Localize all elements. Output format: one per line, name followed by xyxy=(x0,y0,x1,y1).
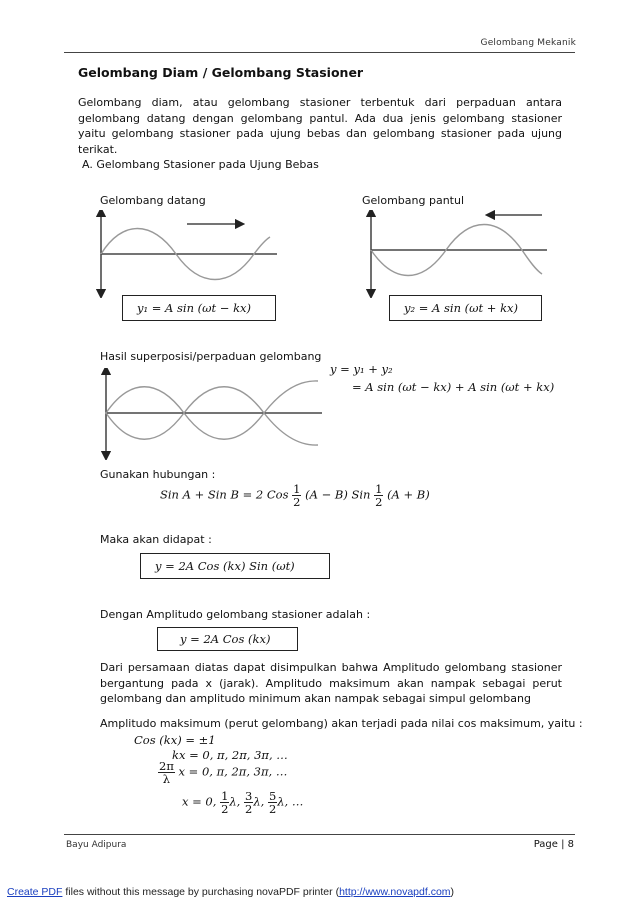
pdf-notice-text: files without this message by purchasing novaPDF printer ( xyxy=(62,886,340,898)
fraction-numerator: 1 xyxy=(221,789,229,803)
pdf-notice-close: ) xyxy=(450,886,455,898)
identity-right: (A + B) xyxy=(387,487,430,502)
fraction-half xyxy=(292,483,301,508)
y1-equation-box xyxy=(122,295,276,321)
footer-page-number: Page | 8 xyxy=(533,839,574,850)
y2-equation: y₂ = A sin (ωt + kx) xyxy=(404,301,519,315)
fraction-three-halves xyxy=(244,790,253,815)
two-pi-over-lambda xyxy=(158,760,175,785)
fraction-five-halves xyxy=(268,790,277,815)
identity-left: Sin A + Sin B = 2 Cos xyxy=(160,487,289,502)
fraction-one-half xyxy=(220,790,229,815)
sum-equation-line1: y = y₁ + y₂ xyxy=(330,362,393,376)
incoming-wave-label: Gelombang datang xyxy=(100,194,206,207)
reflected-wave-label: Gelombang pantul xyxy=(362,194,465,207)
fraction-numerator: 1 xyxy=(293,482,301,496)
amplitude-intro: Dengan Amplitudo gelombang stasioner adalah : xyxy=(100,608,371,621)
step-x-over-lambda xyxy=(158,760,287,785)
fraction-denominator: λ xyxy=(162,772,171,786)
footer-rule xyxy=(64,834,575,835)
standing-wave-diagram xyxy=(96,368,326,460)
fraction-denominator: 2 xyxy=(268,802,277,816)
novapdf-link[interactable]: http://www.novapdf.com xyxy=(339,886,451,898)
max-amplitude-intro: Amplitudo maksimum (perut gelombang) akan terjadi pada nilai cos maksimum, yaitu : xyxy=(100,717,583,730)
page-title: Gelombang Diam / Gelombang Stasioner xyxy=(78,65,364,80)
lambda-separator: λ, xyxy=(229,794,241,809)
footer-author: Bayu Adipura xyxy=(66,840,127,850)
result-equation-box xyxy=(140,553,330,579)
trig-identity xyxy=(160,483,430,508)
identity-intro: Gunakan hubungan : xyxy=(100,468,216,481)
fraction-denominator: 2 xyxy=(293,495,301,509)
fraction-denominator: 2 xyxy=(375,495,383,509)
fraction-numerator: 5 xyxy=(268,789,277,803)
step4-prefix: x = 0, xyxy=(182,794,217,809)
create-pdf-link[interactable]: Create PDF xyxy=(7,886,63,898)
y2-equation-box xyxy=(389,295,542,321)
pdf-notice xyxy=(7,886,454,898)
header-rule xyxy=(64,52,575,53)
section-a-heading: A. Gelombang Stasioner pada Ujung Bebas xyxy=(82,158,319,171)
step-kx-values: kx = 0, π, 2π, 3π, … xyxy=(172,748,288,762)
reflected-wave-diagram xyxy=(362,210,552,298)
y1-equation: y₁ = A sin (ωt − kx) xyxy=(137,301,252,315)
incoming-wave-diagram xyxy=(92,210,282,298)
result-equation: y = 2A Cos (kx) Sin (ωt) xyxy=(155,559,295,573)
step3-rest: x = 0, π, 2π, 3π, … xyxy=(178,764,288,779)
fraction-numerator: 3 xyxy=(245,789,253,803)
superposition-label: Hasil superposisi/perpaduan gelombang xyxy=(100,350,322,363)
fraction-denominator: 2 xyxy=(245,802,253,816)
fraction-numerator: 2π xyxy=(159,759,174,773)
lambda-separator: λ, xyxy=(253,794,265,809)
sum-equation-line2: = A sin (ωt − kx) + A sin (ωt + kx) xyxy=(352,380,555,394)
amplitude-equation: y = 2A Cos (kx) xyxy=(180,632,271,646)
conclusion-paragraph: Dari persamaan diatas dapat disimpulkan bahwa Amplitudo gelombang stasioner bergantung pada x (jarak). Amplitudo maksimum akan nampak sebagai perut gelombang dan amplitudo minimum akan nampak sebagai simpul gelombang xyxy=(100,661,562,705)
step4-suffix: λ, … xyxy=(277,794,304,809)
fraction-half xyxy=(374,483,383,508)
running-header: Gelombang Mekanik xyxy=(480,38,576,48)
identity-mid: (A − B) Sin xyxy=(305,487,371,502)
step-x-values xyxy=(182,790,303,815)
intro-paragraph: Gelombang diam, atau gelombang stasioner terbentuk dari perpaduan antara gelombang datang dengan gelombang pantul. Ada dua jenis gelombang stasioner yaitu gelombang stasioner pada ujung bebas dan gelombang stasioner pada ujung terikat. xyxy=(78,96,562,156)
step-cos-max: Cos (kx) = ±1 xyxy=(134,733,216,747)
result-intro: Maka akan didapat : xyxy=(100,533,212,546)
fraction-numerator: 1 xyxy=(375,482,383,496)
fraction-denominator: 2 xyxy=(221,802,229,816)
amplitude-equation-box xyxy=(157,627,298,651)
